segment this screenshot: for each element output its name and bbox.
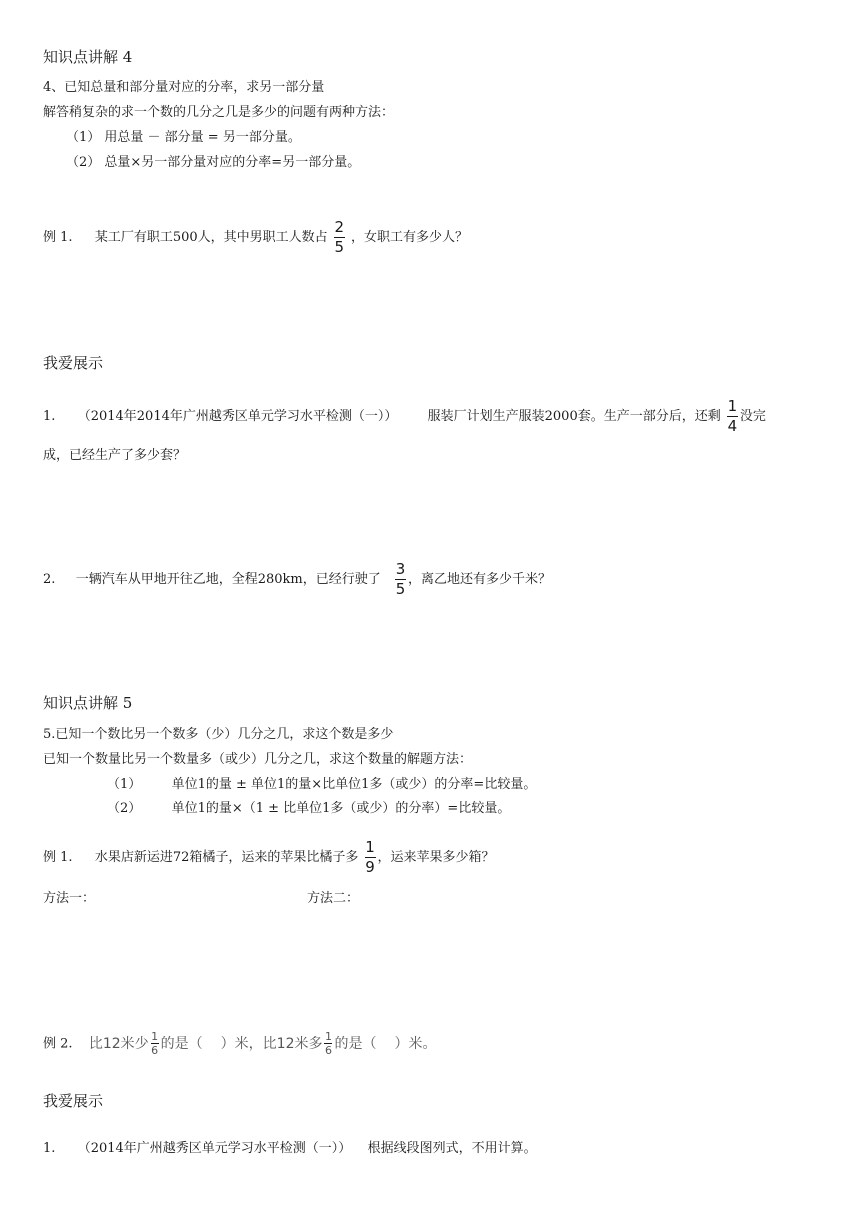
fraction-numerator: 3 [395,560,406,578]
section4-subtitle: 4、已知总量和部分量对应的分率，求另一部分量 [43,80,325,95]
fraction [395,560,406,599]
example-text-end: ，运来苹果多少箱？ [377,850,495,865]
method-a-label: 方法一： [43,891,96,906]
fraction [334,218,345,257]
section4-intro: 解答稍复杂的求一个数的几分之几是多少的问题有两种方法： [43,105,395,120]
example-text: 水果店新运进72箱橘子，运来的苹果比橘子多 [94,850,359,865]
fraction-numerator: 2 [334,218,345,236]
fraction-denominator: 5 [395,580,406,598]
example2-part2: 的是（ [160,1035,203,1052]
question-text: 根据线段图列式，不用计算。 [367,1141,537,1156]
method-text: 单位1的量×（1 ± 比单位1多（或少）的分率）=比较量。 [171,801,511,816]
example2-part3: ）米，比12米多 [220,1035,323,1052]
question-number: 1. [43,409,56,424]
example-label: 例 1. [43,850,73,865]
question-source: （2014年广州越秀区单元学习水平检测（一）） [77,1141,352,1156]
example-text: 某工厂有职工500人，其中男职工人数占 [94,230,328,245]
fraction-denominator: 4 [727,417,738,435]
fraction-numerator: 1 [727,397,738,415]
question-number: 2. [43,572,56,587]
question-number: 1. [43,1141,56,1156]
question-text: 服装厂计划生产服装2000套。生产一部分后，还剩 [427,409,721,424]
show1-title: 我爱展示 [43,354,104,372]
example2-part4: 的是（ [334,1035,377,1052]
show1-q2 [43,560,551,599]
show2-q1 [43,1137,537,1156]
section5-method1 [107,773,536,792]
section5-example1 [43,838,495,877]
question-text-end: ，离乙地还有多少千米？ [408,572,552,587]
example2-part5: ）米。 [394,1035,437,1052]
show1-q1 [43,397,766,436]
fraction [365,838,376,877]
show1-q1-line2: 成，已经生产了多少套？ [43,448,187,463]
show2-title: 我爱展示 [43,1092,104,1110]
example-text-end: ，女职工有多少人？ [350,230,468,245]
fraction [324,1030,332,1057]
fraction-numerator: 1 [365,838,375,856]
section4-method1: （1） 用总量 － 部分量 = 另一部分量。 [66,130,301,145]
question-text-end: 没完 [739,409,766,424]
method-number: （2） [107,801,142,816]
fraction-denominator: 9 [365,858,375,876]
fraction-numerator: 1 [324,1030,332,1043]
fraction-numerator: 1 [151,1030,159,1043]
fraction-denominator: 6 [324,1044,332,1057]
example2-image-text [88,1030,437,1057]
method-number: （1） [107,777,142,792]
section5-example2 [43,1030,436,1057]
fraction [151,1030,159,1057]
example-label: 例 1. [43,230,73,245]
section5-title: 知识点讲解 5 [43,694,133,712]
question-text: 一辆汽车从甲地开往乙地，全程280km，已经行驶了 [75,572,381,587]
fraction-denominator: 5 [334,238,345,256]
example2-part1: 比12米少 [88,1035,149,1052]
section5-intro: 已知一个数量比另一个数量多（或少）几分之几，求这个数量的解题方法： [43,752,473,767]
section4-method2: （2） 总量×另一部分量对应的分率=另一部分量。 [66,155,361,170]
example-label: 例 2. [43,1036,73,1052]
section4-title: 知识点讲解 4 [43,48,133,66]
fraction-denominator: 6 [151,1044,159,1057]
method-b-label: 方法二： [307,891,360,906]
section5-subtitle: 5.已知一个数比另一个数多（少）几分之几，求这个数是多少 [43,727,394,742]
question-source: （2014年2014年广州越秀区单元学习水平检测（一）） [77,409,398,424]
fraction [727,397,738,436]
method-text: 单位1的量 ± 单位1的量×比单位1多（或少）的分率=比较量。 [171,777,537,792]
section5-method2 [107,797,510,816]
section4-example1 [43,218,468,257]
